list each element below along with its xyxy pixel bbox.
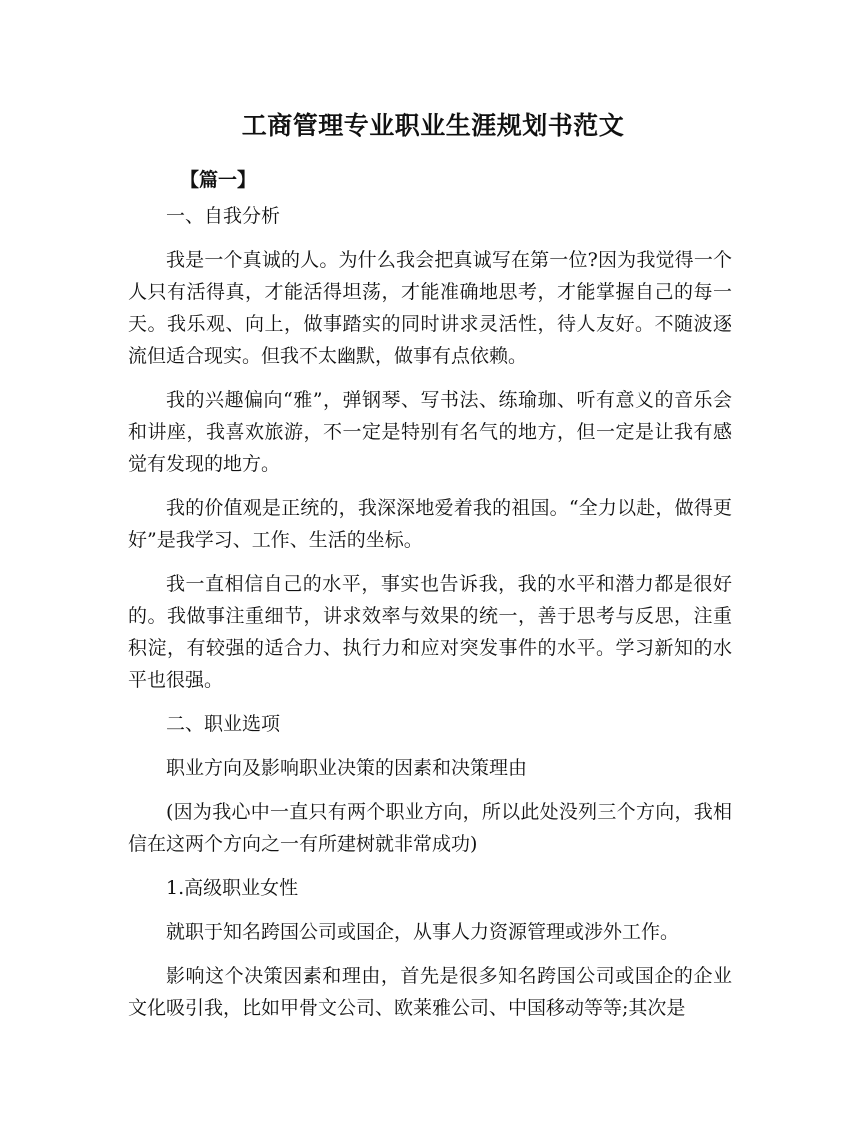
- paragraph-interests: 我的兴趣偏向“雅”，弹钢琴、写书法、练瑜珈、听有意义的音乐会和讲座，我喜欢旅游，不一定是特别有名气的地方，但一定是让我有感觉有发现的地方。: [128, 389, 732, 475]
- paragraph-career-direction: 职业方向及影响职业决策的因素和决策理由: [166, 757, 528, 779]
- page-title: 工商管理专业职业生涯规划书范文: [241, 111, 625, 140]
- section-tag: 【篇一】: [180, 169, 257, 191]
- paragraph-personality: 我是一个真诚的人。为什么我会把真诚写在第一位?因为我觉得一个人只有活得真，才能活得坦荡，才能准确地思考，才能掌握自己的每一天。我乐观、向上，做事踏实的同时讲求灵活性，待人友好。不随波逐流但适合现实。但我不太幽默，做事有点依赖。: [128, 249, 732, 367]
- heading-career-options: 二、职业选项: [166, 713, 281, 735]
- paragraph-note: (因为我心中一直只有两个职业方向，所以此处没列三个方向，我相信在这两个方向之一有所建树就非常成功): [128, 801, 732, 855]
- paragraph-abilities: 我一直相信自己的水平，事实也告诉我，我的水平和潜力都是很好的。我做事注重细节，讲求效率与效果的统一，善于思考与反思，注重积淀，有较强的适合力、执行力和应对突发事件的水平。学习新知的水平也很强。: [128, 573, 732, 691]
- document-body: [128, 200, 732, 1036]
- heading-self-analysis: 一、自我分析: [166, 205, 281, 227]
- paragraph-employment: 就职于知名跨国公司或国企，从事人力资源管理或涉外工作。: [166, 921, 680, 943]
- paragraph-option-1: 1.高级职业女性: [166, 877, 299, 899]
- paragraph-reasons: 影响这个决策因素和理由，首先是很多知名跨国公司或国企的企业文化吸引我，比如甲骨文公司、欧莱雅公司、中国移动等等;其次是: [128, 965, 732, 1019]
- paragraph-values: 我的价值观是正统的，我深深地爱着我的祖国。“全力以赴，做得更好”是我学习、工作、生活的坐标。: [128, 497, 732, 551]
